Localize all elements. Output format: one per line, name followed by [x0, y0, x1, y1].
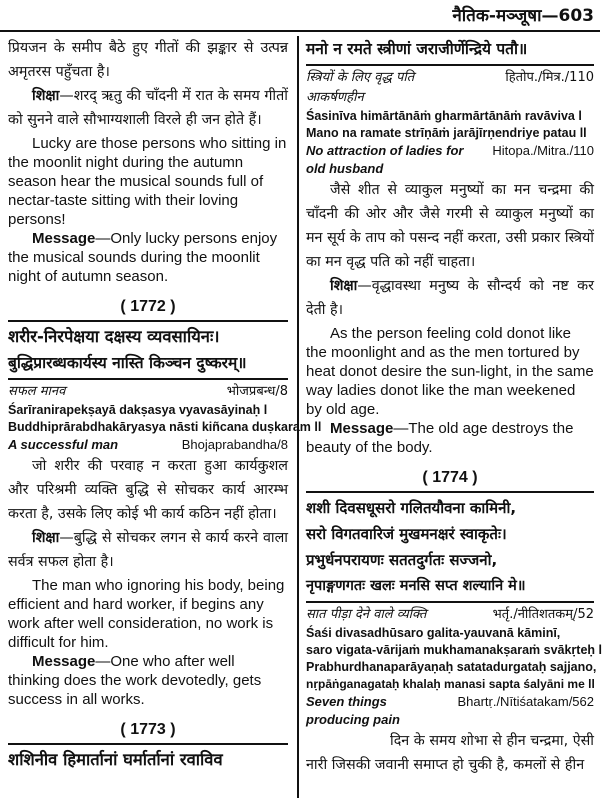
transliteration-line: nṛpāṅganagataḥ khalaḥ manasi sapta śalyāni me ll: [306, 677, 595, 691]
verse-title: सात पीड़ा देने वाले व्यक्ति: [306, 607, 427, 622]
lesson-paragraph: [306, 274, 594, 322]
english-paragraph: As the person feeling cold donot like the moonlight and as the men tortured by heat donot desire the sun-light, in the same way ladies donot like the man weekened by old age.: [306, 325, 594, 418]
verse-rule: [8, 378, 288, 380]
verse-number-1774: ( 1774 ): [422, 469, 478, 486]
right-column: [306, 36, 602, 796]
page-header: [0, 0, 600, 32]
lesson-paragraph: [8, 84, 288, 132]
verse-number-1772: ( 1772 ): [120, 298, 176, 315]
english-source: [306, 142, 594, 178]
source-ref: हितोप./मित्र./110: [505, 70, 594, 85]
header-separator: —: [541, 6, 559, 26]
english-ref: Bhartṛ./Nītiśatakam/562: [457, 694, 594, 709]
left-column: [8, 36, 322, 796]
verse-title: सफल मानव: [8, 384, 66, 399]
message-paragraph: [8, 652, 288, 709]
english-ref: Hitopa./Mitra./110: [492, 143, 594, 158]
message-text: —The old age destroys the beauty of the body.: [306, 420, 574, 456]
shloka-line: शशिनीव हिमार्तानां घर्मार्तानां रवाविव: [8, 750, 223, 769]
lesson-text: —शरद् ऋतु की चाँदनी में रात के समय गीतों को सुनने वाले सौभाग्यशाली विरले ही जन होते हैं।: [8, 88, 288, 128]
lesson-text: —वृद्धावस्था मनुष्य के सौन्दर्य को नष्ट कर देती है।: [306, 278, 594, 318]
shloka-line: शशी दिवसधूसरो गलितयौवना कामिनी,: [306, 499, 517, 517]
hindi-paragraph: जैसे शीत से व्याकुल मनुष्यों का मन चन्द्रमा की चाँदनी की ओर और जैसे गरमी से व्याकुल मनुष्यों का मन सूर्य के ताप को पसन्द नहीं करता, उसी प्रकार स्त्रियों का मन वृद्ध पति को नहीं चाहता।: [306, 182, 594, 270]
message-label: Message: [32, 653, 96, 670]
source-ref: भर्तृ./नीतिशतकम्/52: [492, 607, 594, 622]
running-head: [452, 3, 594, 26]
lesson-label: शिक्षा: [32, 530, 60, 546]
english-paragraph: Lucky are those persons who sitting in the moonlit night during the autumn season hear the musical sounds full of nectar-taste sitting with their loving persons!: [8, 135, 287, 228]
english-paragraph: The man who ignoring his body, being efficient and hard worker, if begins any work after well consideration, no work is difficult for him.: [8, 577, 285, 651]
verse-rule: [306, 491, 594, 493]
verse-rule: [8, 743, 288, 745]
shloka-line: प्रभुर्धनपरायणः सततदुर्गतः सज्जनो,: [306, 551, 498, 569]
verse-title: स्त्रियों के लिए वृद्ध पति आकर्षणहीन: [306, 70, 415, 105]
page-number: 603: [558, 6, 594, 26]
shloka-line: मनो न रमते स्त्रीणां जराजीर्णेन्द्रिये पतौ॥: [306, 40, 528, 58]
verse-source: [8, 382, 288, 402]
shloka-line: शरीर-निरपेक्षया दक्षस्य व्यवसायिनः।: [8, 327, 220, 346]
english-title: No attraction of ladies for old husband: [306, 143, 464, 176]
transliteration-line: Śasinīva himārtānāṁ gharmārtānāṁ ravāviva l: [306, 109, 582, 123]
source-ref: भोजप्रबन्ध/8: [226, 384, 288, 399]
lesson-paragraph: [8, 526, 288, 574]
verse-rule: [8, 320, 288, 322]
shloka-line: नृपाङ्गणगतः खलः मनसि सप्त शल्यानि मे॥: [306, 578, 526, 594]
shloka-line: सरो विगतवारिजं मुखमनक्षरं स्वाकृतेः।: [306, 525, 507, 543]
hindi-paragraph: दिन के समय शोभा से हीन चन्द्रमा, ऐसी नारी जिसकी जवानी समाप्त हो चुकी है, कमलों से हीन: [306, 733, 594, 773]
english-source: [306, 693, 594, 729]
english-title: Seven things producing pain: [306, 694, 400, 727]
english-ref: Bhojaprabandha/8: [181, 437, 288, 452]
verse-rule: [306, 64, 594, 66]
lesson-label: शिक्षा: [330, 278, 358, 294]
transliteration-line: Śaśi divasadhūsaro galita-yauvanā kāminī,: [306, 626, 561, 640]
column-divider: [297, 36, 299, 798]
hindi-paragraph: जो शरीर की परवाह न करता हुआ कार्यकुशल और परिश्रमी व्यक्ति बुद्धि से सोचकर कार्य आरम्भ करता है, उसके लिए कोई भी कार्य कठिन नहीं होता।: [8, 458, 288, 522]
message-label: Message: [330, 420, 394, 437]
book-title: नैतिक-मञ्जूषा: [452, 6, 542, 26]
lesson-label: शिक्षा: [32, 88, 60, 104]
message-paragraph: [306, 419, 594, 457]
message-paragraph: [8, 229, 288, 286]
transliteration-line: Śarīranirapekṣayā dakṣasya vyavasāyinaḥ l: [8, 403, 268, 417]
message-label: Message: [32, 230, 96, 247]
shloka-line: बुद्धिप्रारब्धकार्यस्य नास्ति किञ्चन दुष्करम्॥: [8, 354, 247, 372]
lesson-text: —बुद्धि से सोचकर लगन से कार्य करने वाला सर्वत्र सफल होता है।: [8, 530, 288, 570]
transliteration-line: Buddhiprārabdhakāryasya nāsti kiñcana duṣkaram ll: [8, 420, 322, 434]
verse-source: [306, 605, 594, 625]
english-source: [8, 436, 288, 454]
hindi-paragraph: प्रियजन के समीप बैठे हुए गीतों की झङ्कार से उत्पन्न अमृतरस पहुँचता है।: [8, 40, 288, 80]
english-title: A successful man: [8, 437, 119, 452]
verse-source: [306, 68, 594, 108]
message-text: —One who after well thinking does the work devotedly, gets success in all works.: [8, 653, 262, 708]
transliteration-line: Mano na ramate strīṇāṁ jarājīrṇendriye patau ll: [306, 126, 587, 140]
verse-rule: [306, 601, 594, 603]
transliteration-line: Prabhurdhanaparāyaṇaḥ satatadurgataḥ sajjano,: [306, 660, 597, 674]
message-text: —Only lucky persons enjoy the musical sounds during the moonlit night of autumn season.: [8, 230, 278, 285]
transliteration-line: saro vigata-vārijaṁ mukhamanakṣaraṁ svākṛteḥ l: [306, 643, 602, 657]
verse-number-1773: ( 1773 ): [120, 721, 176, 738]
